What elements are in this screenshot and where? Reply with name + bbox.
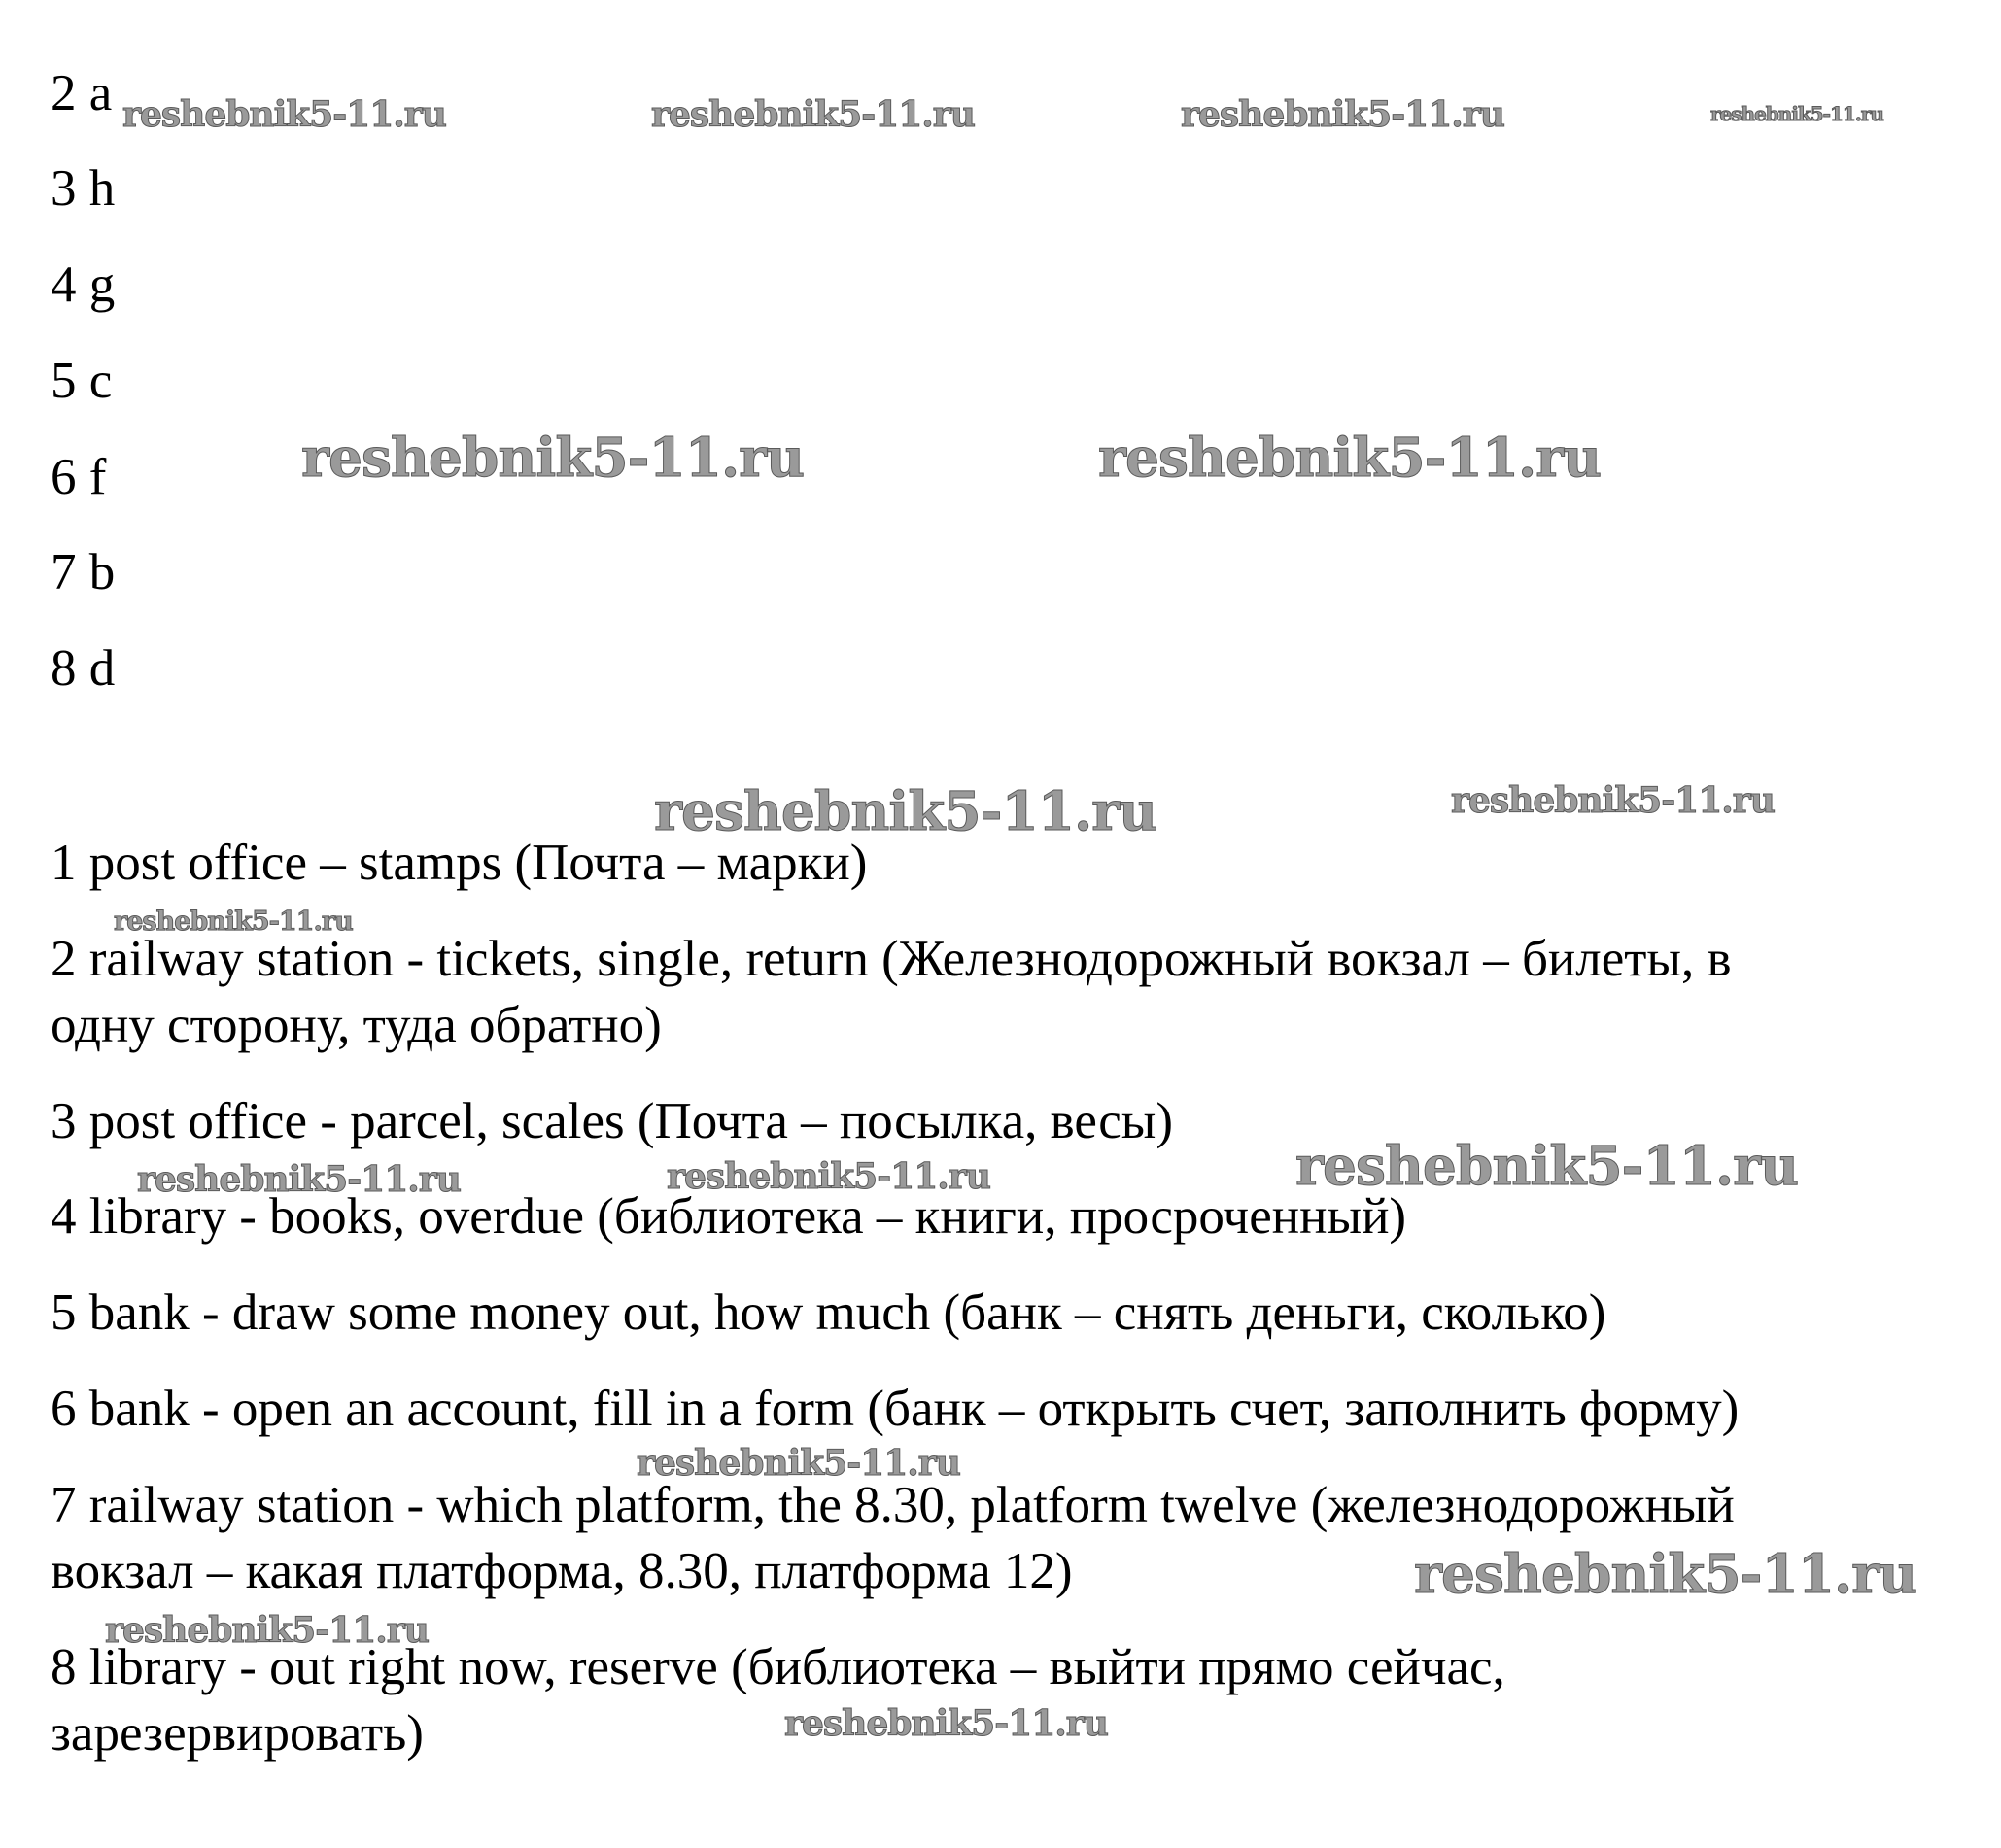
answer-item: 4 g [51, 257, 116, 313]
watermark: reshebnik5-11.ru [637, 1443, 960, 1484]
answer-item-1: 1 post office – stamps (Почта – марки) [51, 835, 868, 891]
watermark: reshebnik5-11.ru [1098, 426, 1602, 489]
answer-item: 8 d [51, 640, 116, 697]
watermark: reshebnik5-11.ru [114, 907, 353, 937]
watermark: reshebnik5-11.ru [1451, 780, 1775, 821]
watermark: reshebnik5-11.ru [1295, 1134, 1799, 1197]
watermark: reshebnik5-11.ru [1414, 1542, 1917, 1605]
answer-item: 5 c [51, 353, 113, 409]
answer-item: 7 b [51, 544, 116, 600]
watermark: reshebnik5-11.ru [137, 1159, 461, 1200]
answer-item-7-continued: вокзал – какая платформа, 8.30, платформа 12) [51, 1543, 1073, 1599]
answer-item-2-continued: одну сторону, туда обратно) [51, 997, 662, 1053]
watermark: reshebnik5-11.ru [122, 94, 446, 135]
answer-item: 2 a [51, 65, 113, 121]
answer-item: 6 f [51, 449, 107, 505]
answer-item-4: 4 library - books, overdue (библиотека – книги, просроченный) [51, 1188, 1407, 1245]
watermark: reshebnik5-11.ru [654, 779, 1157, 842]
answer-item-2: 2 railway station - tickets, single, return (Железнодорожный вокзал – билеты, в [51, 931, 1732, 987]
watermark: reshebnik5-11.ru [1710, 102, 1883, 125]
answer-item-7: 7 railway station - which platform, the 8.30, platform twelve (железнодорожный [51, 1477, 1735, 1533]
answer-item-5: 5 bank - draw some money out, how much (банк – снять деньги, сколько) [51, 1284, 1606, 1341]
watermark: reshebnik5-11.ru [667, 1156, 990, 1197]
answer-item-8: 8 library - out right now, reserve (библиотека – выйти прямо сейчас, [51, 1639, 1505, 1695]
answer-item-3: 3 post office - parcel, scales (Почта – посылка, весы) [51, 1093, 1173, 1149]
answer-item-8-continued: зарезервировать) [51, 1705, 424, 1762]
watermark: reshebnik5-11.ru [301, 426, 805, 489]
watermark: reshebnik5-11.ru [651, 94, 975, 135]
answer-item: 3 h [51, 160, 116, 217]
watermark: reshebnik5-11.ru [1181, 94, 1504, 135]
answer-item-6: 6 bank - open an account, fill in a form (банк – открыть счет, заполнить форму) [51, 1381, 1740, 1437]
watermark: reshebnik5-11.ru [784, 1703, 1108, 1744]
watermark: reshebnik5-11.ru [105, 1610, 429, 1651]
